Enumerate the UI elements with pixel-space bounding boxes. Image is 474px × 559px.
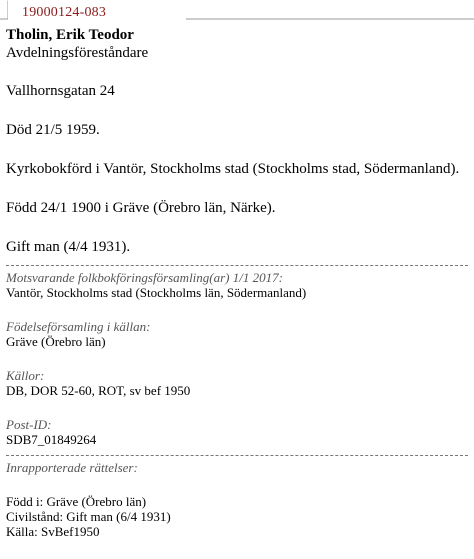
person-marriage: Gift man (4/4 1931). <box>6 239 131 255</box>
postid-label: Post-ID: <box>6 417 52 432</box>
postid-value: SDB7_01849264 <box>6 432 97 447</box>
record-id: 19000124-083 <box>22 5 107 20</box>
sources-value: DB, DOR 52-60, ROT, sv bef 1950 <box>6 383 191 398</box>
person-death: Död 21/5 1959. <box>6 122 100 138</box>
sources-label: Källor: <box>6 368 45 383</box>
correction-item: Källa: SvBef1950 <box>6 524 100 539</box>
correction-item: Civilstånd: Gift man (6/4 1931) <box>6 509 171 524</box>
corrections-label: Inrapporterade rättelser: <box>6 460 138 475</box>
person-address: Vallhornsgatan 24 <box>6 83 115 99</box>
parish-label: Motsvarande folkbokföringsförsamling(ar) 1/1 2017: <box>6 270 283 285</box>
birthparish-value: Gräve (Örebro län) <box>6 334 106 349</box>
divider <box>6 455 468 456</box>
person-birth: Född 24/1 1900 i Gräve (Örebro län, Närke). <box>6 200 276 216</box>
correction-item: Född i: Gräve (Örebro län) <box>6 494 147 509</box>
person-name: Tholin, Erik Teodor <box>6 27 134 43</box>
parish-value: Vantör, Stockholms stad (Stockholms län, Södermanland) <box>6 285 307 300</box>
person-title: Avdelningsföreståndare <box>6 45 149 61</box>
record-tab[interactable] <box>8 0 186 20</box>
tab-bar <box>0 0 474 22</box>
record-content <box>6 26 468 539</box>
person-burial: Kyrkobokförd i Vantör, Stockholms stad (Stockholms stad, Södermanland). <box>6 161 460 177</box>
divider <box>6 265 468 266</box>
birthparish-label: Födelseförsamling i källan: <box>6 319 151 334</box>
